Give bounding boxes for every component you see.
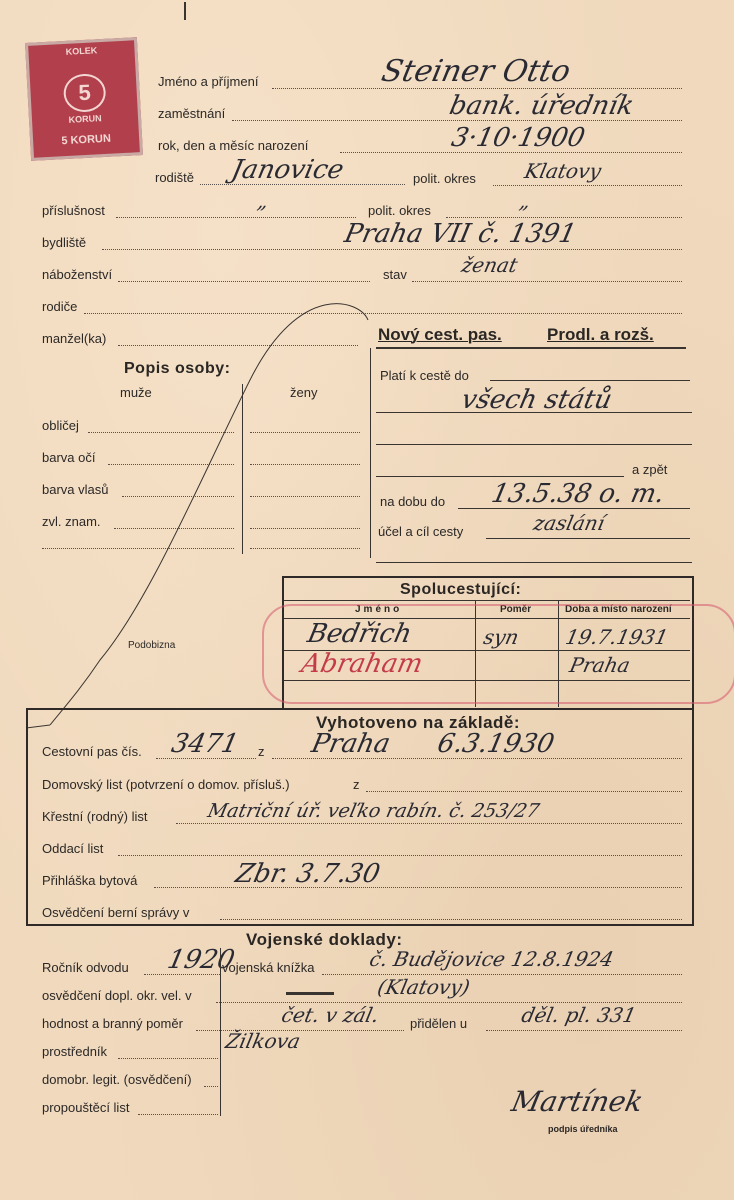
- spolu-header-jmeno: Jméno: [355, 604, 403, 615]
- vyh-krestni-label: Křestní (rodný) list: [42, 809, 148, 824]
- voj-struck-word: [286, 992, 334, 995]
- value-bydliste: Praha VII č. 1391: [341, 219, 579, 249]
- spolucestujici-title: Spolucestující:: [400, 581, 522, 598]
- value-polit-okres-2: „: [517, 189, 533, 213]
- popis-row-oblicej: obličej: [42, 418, 79, 433]
- label-zamestnani: zaměstnání: [158, 106, 226, 121]
- pas-ucel-line: [486, 538, 690, 539]
- voj-osvedceni-label: osvědčení dopl. okr. vel. v: [42, 988, 192, 1003]
- stamp-bottom-text: 5 KORUN: [61, 132, 112, 148]
- vyh-krestni-value: Matriční úř. veľko rabín. č. 253/27: [205, 800, 542, 822]
- vyh-domovsky-label: Domovský list (potvrzení o domov. přísluš.): [42, 777, 290, 792]
- label-prislusnost: příslušnost: [42, 203, 105, 218]
- label-jmeno: Jméno a příjmení: [158, 74, 259, 89]
- vyh-krestni-line: [176, 823, 682, 824]
- pas-title-rule: [376, 347, 686, 349]
- stamp-top-text: KOLEK: [65, 45, 98, 57]
- voj-prostrednik-line: [118, 1058, 218, 1059]
- stamp-value: 5: [63, 73, 107, 113]
- popis-row-oci: barva očí: [42, 450, 96, 465]
- label-bydliste: bydliště: [42, 235, 87, 250]
- vyh-pas-value: 3471: [168, 729, 242, 759]
- value-rodiste: Janovice: [228, 155, 347, 185]
- vyh-pas-date: 6.3.1930: [434, 729, 557, 759]
- voj-prostrednik-value: Žilkova: [223, 1029, 303, 1053]
- voj-rocnik-value: 1920: [164, 945, 238, 975]
- voj-rocnik-label: Ročník odvodu: [42, 960, 129, 975]
- pas-plati-label: Platí k cestě do: [380, 368, 469, 383]
- spolu-row1-pomer: syn: [481, 625, 522, 649]
- spolu-title-rule: [284, 600, 690, 601]
- pas-plati-line-4: [376, 476, 624, 477]
- vyh-prihlaska-label: Přihláška bytová: [42, 873, 138, 888]
- pas-nadobu-label: na dobu do: [380, 494, 446, 509]
- voj-left-rule: [220, 948, 221, 1116]
- voj-osvedceni-value: (Klatovy): [375, 975, 473, 999]
- pas-ucel-line-2: [376, 562, 692, 563]
- pas-title-right: Prodl. a rozš.: [547, 325, 654, 344]
- voj-prostrednik-label: prostředník: [42, 1044, 108, 1059]
- popis-zeny-header: ženy: [290, 385, 318, 400]
- voj-pridelen-line: [486, 1030, 682, 1031]
- spolu-header-doba: Doba a místo narození: [565, 604, 672, 615]
- spolu-header-pomer: Poměr: [500, 604, 532, 615]
- pas-plati-line: [490, 380, 690, 381]
- voj-knizka-value: č. Budějovice 12.8.1924: [367, 947, 616, 971]
- vyh-pas-label: Cestovní pas čís.: [42, 744, 142, 759]
- red-pencil-loop: [262, 604, 734, 704]
- label-narozeni: rok, den a měsíc narození: [158, 138, 309, 153]
- pas-plati-line-2: [376, 412, 692, 413]
- voj-domobr-line: [204, 1086, 218, 1087]
- voj-propousteci-line: [138, 1114, 218, 1115]
- value-stav: ženat: [459, 253, 520, 277]
- spolu-row1-doba: 19.7.1931: [563, 625, 671, 649]
- vyhotoveno-title: Vyhotoveno na základě:: [316, 713, 521, 732]
- stamp-unit: KORUN: [68, 113, 102, 125]
- voj-hodnost-value: čet. v zál.: [279, 1003, 382, 1027]
- value-polit-okres: Klatovy: [522, 159, 604, 183]
- vyh-z2-label: z: [353, 777, 360, 792]
- voj-pridelen-label: přidělen u: [410, 1016, 468, 1031]
- label-stav: stav: [383, 267, 407, 282]
- vyh-berni-label: Osvědčení berní správy v: [42, 905, 190, 920]
- label-polit-okres-2: polit. okres: [368, 203, 431, 218]
- signature: Martínek: [508, 1085, 647, 1118]
- vyh-berni-line: [220, 919, 682, 920]
- podobizna-label: Podobizna: [128, 640, 176, 651]
- pas-ucel-label: účel a cíl cesty: [378, 524, 464, 539]
- value-jmeno: Steiner Otto: [378, 54, 574, 89]
- label-rodice: rodiče: [42, 299, 78, 314]
- label-manzel: manžel(ka): [42, 331, 107, 346]
- voj-pridelen-value: děl. pl. 331: [519, 1003, 639, 1027]
- pen-mark: [184, 2, 186, 20]
- label-nabozenstvi: náboženství: [42, 267, 113, 282]
- vyh-oddaci-line: [118, 855, 682, 856]
- pas-title-left: Nový cest. pas.: [378, 325, 502, 344]
- signature-label: podpis úředníka: [548, 1124, 618, 1134]
- voj-knizka-label: vojenská knížka: [222, 960, 315, 975]
- vyh-oddaci-label: Oddací list: [42, 841, 104, 856]
- popis-row-znam: zvl. znam.: [42, 514, 101, 529]
- vyh-domovsky-line: [366, 791, 682, 792]
- vojenske-title: Vojenské doklady:: [246, 930, 403, 949]
- value-zamestnani: bank. úředník: [446, 91, 637, 121]
- label-rodiste: rodiště: [155, 170, 195, 185]
- pas-plati-value: všech států: [458, 385, 615, 415]
- voj-domobr-label: domobr. legit. (osvědčení): [42, 1072, 192, 1087]
- value-prislusnost: „: [255, 189, 271, 213]
- pas-nadobu-value: 13.5.38 o. m.: [488, 479, 668, 509]
- spolu-row2-jmeno: Abraham: [298, 649, 426, 679]
- spolu-row1-jmeno: Bedřich: [304, 619, 415, 649]
- vyh-z-label: z: [258, 744, 265, 759]
- label-polit-okres: polit. okres: [413, 171, 476, 186]
- spolu-row1-misto: Praha: [567, 653, 633, 677]
- voj-knizka-line: [322, 974, 682, 975]
- voj-hodnost-label: hodnost a branný poměr: [42, 1016, 183, 1031]
- voj-propousteci-label: propouštěcí list: [42, 1100, 130, 1115]
- popis-muze-header: muže: [120, 385, 152, 400]
- pas-plati-line-3: [376, 444, 692, 445]
- pas-zpet-label: a zpět: [632, 462, 668, 477]
- vyh-prihlaska-value: Zbr. 3.7.30: [232, 859, 383, 889]
- popis-row-vlasu: barva vlasů: [42, 482, 109, 497]
- vyh-pas-z-value: Praha: [308, 729, 393, 759]
- pas-ucel-value: zaslání: [531, 511, 607, 535]
- popis-osoby-title: Popis osoby:: [124, 360, 231, 377]
- pas-left-rule: [370, 348, 371, 558]
- value-narozeni: 3·10·1900: [448, 123, 588, 153]
